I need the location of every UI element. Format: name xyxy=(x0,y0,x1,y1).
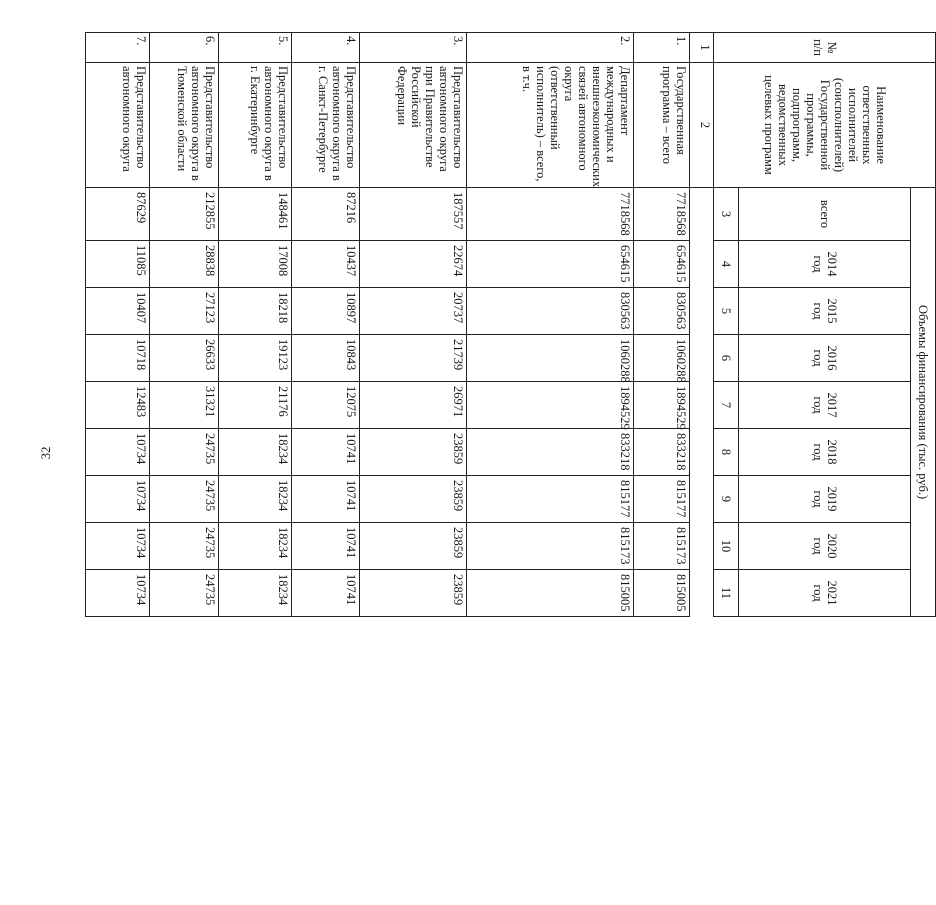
row-number: 7. xyxy=(86,33,150,63)
value-cell: 1060288 xyxy=(634,335,689,382)
col-no-header: № п/п xyxy=(714,33,936,63)
value-cell: 10897 xyxy=(291,288,360,335)
col-number: 1 xyxy=(689,33,714,63)
value-cell: 830563 xyxy=(634,288,689,335)
year-header: 2017 год xyxy=(739,382,911,429)
value-cell: 10407 xyxy=(86,288,150,335)
value-cell: 23859 xyxy=(360,429,466,476)
year-header: 2016 год xyxy=(739,335,911,382)
value-cell: 21176 xyxy=(218,382,291,429)
row-name: Представительство автономного округа в Тюменской области xyxy=(150,63,219,188)
value-cell: 10718 xyxy=(86,335,150,382)
value-cell: 815005 xyxy=(466,570,634,617)
row-name: Представительство автономного округа в г. Екатеринбурге xyxy=(218,63,291,188)
value-cell: 11085 xyxy=(86,241,150,288)
value-cell: 10843 xyxy=(291,335,360,382)
table-row xyxy=(291,33,360,617)
value-cell: 27123 xyxy=(150,288,219,335)
col-number: 3 xyxy=(714,188,739,241)
value-cell: 10741 xyxy=(291,523,360,570)
header-row-top xyxy=(911,33,936,617)
col-number: 6 xyxy=(714,335,739,382)
col-number: 11 xyxy=(714,570,739,617)
year-header: 2015 год xyxy=(739,288,911,335)
value-cell: 212855 xyxy=(150,188,219,241)
value-cell: 1894529 xyxy=(466,382,634,429)
value-cell: 10741 xyxy=(291,476,360,523)
spacer xyxy=(689,188,714,617)
value-cell: 10734 xyxy=(86,476,150,523)
value-cell: 815005 xyxy=(634,570,689,617)
value-cell: 87629 xyxy=(86,188,150,241)
value-cell: 19123 xyxy=(218,335,291,382)
row-name: Представительство автономного округа в г. Санкт-Петербурге xyxy=(291,63,360,188)
row-name: Государственная программа – всего xyxy=(634,63,689,188)
column-index-row xyxy=(689,33,714,617)
value-cell: 24735 xyxy=(150,523,219,570)
col-number: 4 xyxy=(714,241,739,288)
value-cell: 833218 xyxy=(466,429,634,476)
value-cell: 7718568 xyxy=(634,188,689,241)
value-cell: 1894529 xyxy=(634,382,689,429)
row-name: Представительство автономного округа при Правительстве Российской Федерации xyxy=(360,63,466,188)
value-cell: 23859 xyxy=(360,476,466,523)
value-cell: 148461 xyxy=(218,188,291,241)
value-cell: 31321 xyxy=(150,382,219,429)
value-cell: 26633 xyxy=(150,335,219,382)
value-cell: 815173 xyxy=(634,523,689,570)
row-number: 3. xyxy=(360,33,466,63)
value-cell: 23859 xyxy=(360,570,466,617)
table-row xyxy=(466,33,634,617)
value-cell: 10734 xyxy=(86,429,150,476)
col-number: 2 xyxy=(689,63,714,188)
row-number: 6. xyxy=(150,33,219,63)
row-number: 2. xyxy=(466,33,634,63)
value-cell: 22674 xyxy=(360,241,466,288)
value-cell: 815177 xyxy=(634,476,689,523)
value-cell: 10734 xyxy=(86,523,150,570)
value-cell: 20737 xyxy=(360,288,466,335)
funding-table xyxy=(85,32,936,617)
value-cell: 18234 xyxy=(218,476,291,523)
value-cell: 187557 xyxy=(360,188,466,241)
value-cell: 17008 xyxy=(218,241,291,288)
table-row xyxy=(150,33,219,617)
year-header: 2018 год xyxy=(739,429,911,476)
funding-header: Объемы финансирования (тыс. руб.) xyxy=(911,188,936,617)
value-cell: 833218 xyxy=(634,429,689,476)
table-row xyxy=(86,33,150,617)
value-cell: 23859 xyxy=(360,523,466,570)
year-header: 2021 год xyxy=(739,570,911,617)
rotated-table-wrapper xyxy=(85,32,936,612)
table-row xyxy=(634,33,689,617)
value-cell: 1060288 xyxy=(466,335,634,382)
value-cell: 21739 xyxy=(360,335,466,382)
year-header: 2014 год xyxy=(739,241,911,288)
value-cell: 18234 xyxy=(218,429,291,476)
value-cell: 18218 xyxy=(218,288,291,335)
page-number: 32 xyxy=(38,446,53,460)
value-cell: 10734 xyxy=(86,570,150,617)
col-number: 9 xyxy=(714,476,739,523)
row-number: 4. xyxy=(291,33,360,63)
col-number: 8 xyxy=(714,429,739,476)
col-number: 10 xyxy=(714,523,739,570)
value-cell: 830563 xyxy=(466,288,634,335)
value-cell: 10741 xyxy=(291,570,360,617)
value-cell: 815173 xyxy=(466,523,634,570)
year-header: 2020 год xyxy=(739,523,911,570)
total-header: всего xyxy=(739,188,911,241)
value-cell: 10741 xyxy=(291,429,360,476)
col-name-header: Наименование ответственных исполнителей (соисполнителей) Государственной программы, подпрограмм, ведомственных целевых программ xyxy=(714,63,936,188)
value-cell: 18234 xyxy=(218,570,291,617)
value-cell: 26971 xyxy=(360,382,466,429)
value-cell: 654615 xyxy=(466,241,634,288)
row-number: 1. xyxy=(634,33,689,63)
row-number: 5. xyxy=(218,33,291,63)
value-cell: 654615 xyxy=(634,241,689,288)
value-cell: 24735 xyxy=(150,570,219,617)
value-cell: 24735 xyxy=(150,476,219,523)
table-row xyxy=(360,33,466,617)
row-name: Департамент международных и внешнеэкономических связей автономного округа (ответственный исполнитель) – всего, в т.ч. xyxy=(466,63,634,188)
value-cell: 10437 xyxy=(291,241,360,288)
table-row xyxy=(218,33,291,617)
value-cell: 7718568 xyxy=(466,188,634,241)
value-cell: 28838 xyxy=(150,241,219,288)
value-cell: 12075 xyxy=(291,382,360,429)
year-header: 2019 год xyxy=(739,476,911,523)
value-cell: 18234 xyxy=(218,523,291,570)
value-cell: 87216 xyxy=(291,188,360,241)
col-number: 5 xyxy=(714,288,739,335)
value-cell: 12483 xyxy=(86,382,150,429)
value-cell: 24735 xyxy=(150,429,219,476)
row-name: Представительство автономного округа xyxy=(86,63,150,188)
col-number: 7 xyxy=(714,382,739,429)
value-cell: 815177 xyxy=(466,476,634,523)
